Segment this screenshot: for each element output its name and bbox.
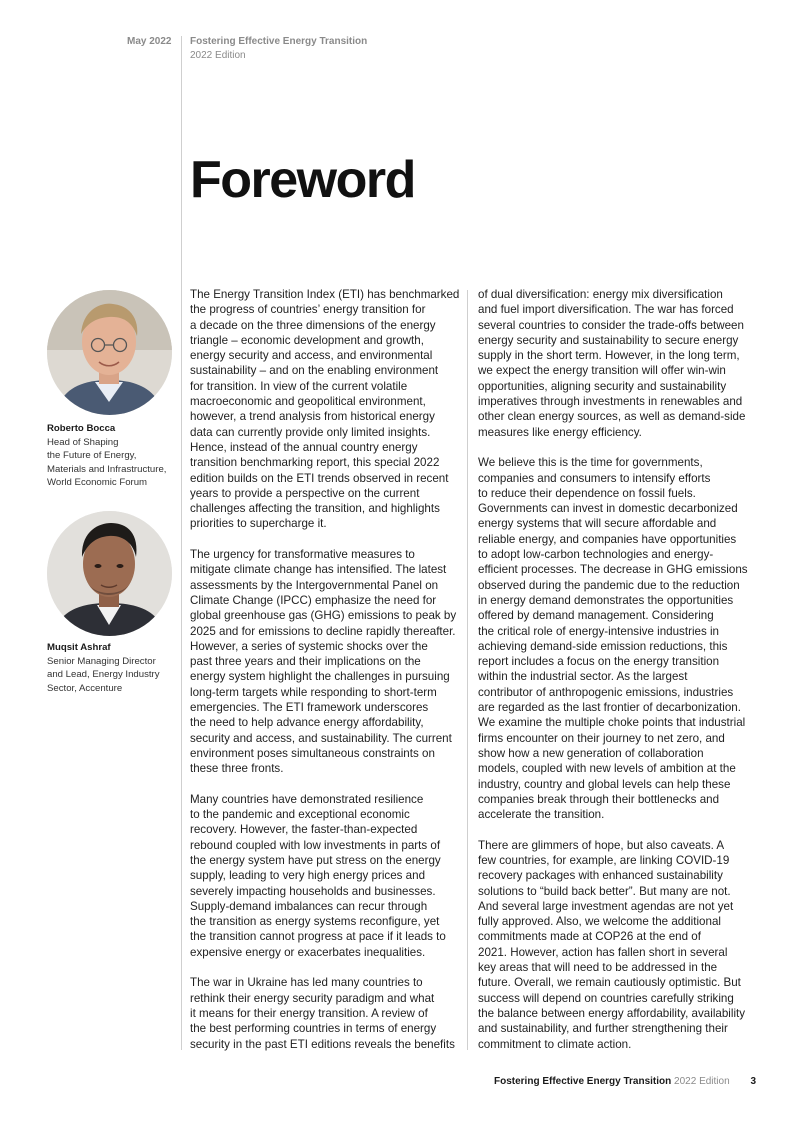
text-line: within the industrial sector. As the largest: [478, 670, 688, 684]
body-column-left: [190, 287, 462, 1067]
text-line: macroeconomic and geopolitical environment,: [190, 395, 426, 409]
body-paragraph: [190, 792, 462, 960]
text-line: long-term targets while responding to short-term: [190, 685, 437, 699]
text-line: firms encounter on their journey to net zero, and: [478, 731, 725, 745]
page-footer: [494, 1076, 756, 1087]
text-line: global greenhouse gas (GHG) emissions to peak by: [190, 609, 457, 623]
text-line: models, coupled with new levels of ambition at the: [478, 762, 736, 776]
text-line: measures like energy efficiency.: [478, 425, 642, 439]
text-line: The war in Ukraine has led many countries to: [190, 976, 423, 990]
text-line: to adopt low-carbon technologies and energy-: [478, 548, 714, 562]
body-paragraph: [190, 975, 462, 1051]
text-line: Many countries have demonstrated resilience: [190, 792, 424, 806]
text-line: mitigate climate change has intensified. The latest: [190, 563, 447, 577]
text-line: commitment to climate action.: [478, 1037, 632, 1051]
text-line: recovery packages with enhanced sustainability: [478, 869, 723, 883]
text-line: rebound coupled with low investments in parts of: [190, 838, 441, 852]
author-role-line: the Future of Energy,: [47, 450, 137, 461]
body-paragraph: [478, 455, 750, 822]
text-line: success will depend on countries carefully striking: [478, 991, 734, 1005]
vertical-divider: [181, 36, 182, 1050]
author-role-line: Materials and Infrastructure,: [47, 463, 167, 475]
author-photo-muqsit-ashraf: [47, 511, 172, 636]
text-line: companies and consumers to intensify efforts: [478, 471, 711, 485]
text-line: security and access, and sustainability. The current: [190, 731, 452, 745]
text-line: a decade on the three dimensions of the energy: [190, 318, 436, 332]
text-line: supply, leading to very high energy prices and: [190, 869, 426, 883]
text-line: commitments made at COP26 at the end of: [478, 930, 701, 944]
text-line: 2025 and for emissions to decline rapidly thereafter.: [190, 624, 456, 638]
text-line: it means for their energy transition. A review of: [190, 1006, 428, 1020]
text-line: report includes a focus on the energy transition: [478, 655, 720, 669]
text-line: we expect the energy transition will offer win-win: [478, 364, 726, 378]
author-name: Muqsit Ashraf: [47, 642, 111, 653]
text-line: energy security and access, and environmental: [190, 349, 433, 363]
column-divider: [467, 290, 468, 1050]
text-line: Governments can invest in domestic decarbonized: [478, 502, 738, 516]
body-paragraph: [478, 838, 750, 1052]
text-line: Hence, instead of the annual country energy: [190, 440, 418, 454]
body-paragraph: [190, 287, 462, 532]
text-line: recovery. However, the faster-than-expected: [190, 823, 418, 837]
text-line: Climate Change (IPCC) emphasize the need for: [190, 593, 437, 607]
footer-edition: 2022 Edition: [674, 1076, 730, 1087]
text-line: of dual diversification: energy mix diversification: [478, 288, 723, 301]
author-role-line: World Economic Forum: [47, 477, 148, 488]
text-line: reliable energy, and companies have opportunities: [478, 532, 737, 546]
text-line: accelerate the transition.: [478, 808, 605, 822]
text-line: to reduce their dependence on fossil fuels.: [478, 486, 696, 500]
text-line: data can currently provide only limited insights.: [190, 425, 431, 439]
text-line: and sustainability, and further strengthening their: [478, 1022, 728, 1036]
text-line: years to provide a perspective on the current: [190, 486, 420, 500]
text-line: We examine the multiple choke points that industrial: [478, 716, 746, 730]
text-line: expensive energy or exacerbates inequalities.: [190, 945, 426, 959]
text-line: environment poses simultaneous constraints on: [190, 746, 435, 760]
text-line: The Energy Transition Index (ETI) has benchmarked: [190, 288, 460, 301]
text-line: rethink their energy security paradigm and what: [190, 991, 435, 1005]
text-line: efficient processes. The decrease in GHG emissions: [478, 563, 748, 577]
text-line: imperatives through investments in renewables and: [478, 395, 743, 409]
text-line: severely impacting households and businesses.: [190, 884, 436, 898]
page-number: 3: [750, 1076, 756, 1087]
text-line: the transition cannot progress at pace if it leads to: [190, 930, 446, 944]
body-paragraph: [478, 287, 750, 440]
text-line: solutions to “build back better”. But many are not.: [478, 884, 731, 898]
text-line: triangle – economic development and growth,: [190, 333, 424, 347]
text-line: several countries to consider the trade-offs between: [478, 318, 744, 332]
text-line: contributor of anthropogenic emissions, industries: [478, 685, 734, 699]
text-line: observed during the pandemic due to the reduction: [478, 578, 740, 592]
author-role-line: Sector, Accenture: [47, 682, 123, 694]
text-line: key areas that will need to be addressed in the: [478, 961, 718, 975]
text-line: the progress of countries’ energy transition for: [190, 303, 426, 317]
text-line: offered by demand management. Considering: [478, 609, 714, 623]
author-muqsit-ashraf: [47, 641, 160, 695]
author-role-line: Senior Managing Director: [47, 655, 156, 667]
text-line: other clean energy sources, as well as demand-side: [478, 410, 746, 424]
text-line: achieving demand-side emission reductions, this: [478, 639, 728, 653]
text-line: transition benchmarking report, this special 2022: [190, 456, 440, 470]
text-line: opportunities, aligning security and sustainability: [478, 379, 727, 393]
text-line: the critical role of energy-intensive industries in: [478, 624, 720, 638]
text-line: emergencies. The ETI framework underscores: [190, 701, 429, 715]
text-line: companies break through their bottlenecks and: [478, 792, 720, 806]
text-line: the best performing countries in terms of energy: [190, 1022, 437, 1036]
text-line: show how a new generation of collaboration: [478, 746, 704, 760]
text-line: challenges affecting the transition, and highlights: [190, 502, 440, 516]
text-line: The urgency for transformative measures to: [190, 548, 415, 562]
text-line: priorities to supercharge it.: [190, 517, 327, 531]
text-line: the transition as energy systems reconfigure, yet: [190, 915, 440, 929]
author-roberto-bocca: [47, 422, 166, 490]
text-line: 2021. However, action has fallen short in several: [478, 945, 728, 959]
header-edition: 2022 Edition: [190, 50, 246, 61]
text-line: However, a series of systemic shocks over the: [190, 639, 428, 653]
footer-title: Fostering Effective Energy Transition: [494, 1076, 672, 1087]
header-date: May 2022: [127, 36, 172, 47]
text-line: energy systems that will secure affordable and: [478, 517, 717, 531]
text-line: industry, country and global levels can help these: [478, 777, 731, 791]
text-line: fully approved. Also, we welcome the additional: [478, 915, 721, 929]
body-paragraph: [190, 547, 462, 776]
text-line: future. Overall, we remain cautiously optimistic. But: [478, 976, 741, 990]
text-line: the energy system have put stress on the energy: [190, 853, 441, 867]
author-photo-roberto-bocca: [47, 290, 172, 415]
text-line: however, a trend analysis from historical energy: [190, 410, 435, 424]
text-line: We believe this is the time for governments,: [478, 456, 703, 470]
text-line: the balance between energy affordability, availability: [478, 1006, 746, 1020]
text-line: the need to help advance energy affordability,: [190, 716, 424, 730]
author-role-line: Head of Shaping: [47, 436, 119, 448]
text-line: Supply-demand imbalances can recur through: [190, 899, 428, 913]
page-title: Foreword: [190, 151, 415, 209]
header-title: Fostering Effective Energy Transition: [190, 36, 368, 47]
body-column-right: [478, 287, 750, 1067]
author-role-line: and Lead, Energy Industry: [47, 669, 160, 680]
text-line: security in the past ETI editions reveals the benefits: [190, 1037, 455, 1051]
text-line: edition builds on the ETI trends observed in recent: [190, 471, 449, 485]
text-line: supply in the short term. However, in the long term,: [478, 349, 740, 363]
text-line: few countries, for example, are linking COVID-19: [478, 853, 730, 867]
text-line: sustainability – and on the enabling environment: [190, 364, 439, 378]
text-line: And several large investment agendas are not yet: [478, 899, 734, 913]
text-line: are regarded as the last frontier of decarbonization.: [478, 701, 741, 715]
text-line: assessments by the Intergovernmental Panel on: [190, 578, 439, 592]
text-line: past three years and their implications on the: [190, 655, 421, 669]
text-line: in energy demand demonstrates the opportunities: [478, 593, 734, 607]
text-line: energy security and sustainability to secure energy: [478, 333, 739, 347]
author-name: Roberto Bocca: [47, 423, 116, 434]
text-line: energy system highlight the challenges in pursuing: [190, 670, 450, 684]
text-line: There are glimmers of hope, but also caveats. A: [478, 838, 725, 852]
text-line: and fuel import diversification. The war has forced: [478, 303, 734, 317]
text-line: to the pandemic and exceptional economic: [190, 808, 410, 822]
text-line: for transition. In view of the current volatile: [190, 379, 408, 393]
text-line: these three fronts.: [190, 762, 284, 776]
